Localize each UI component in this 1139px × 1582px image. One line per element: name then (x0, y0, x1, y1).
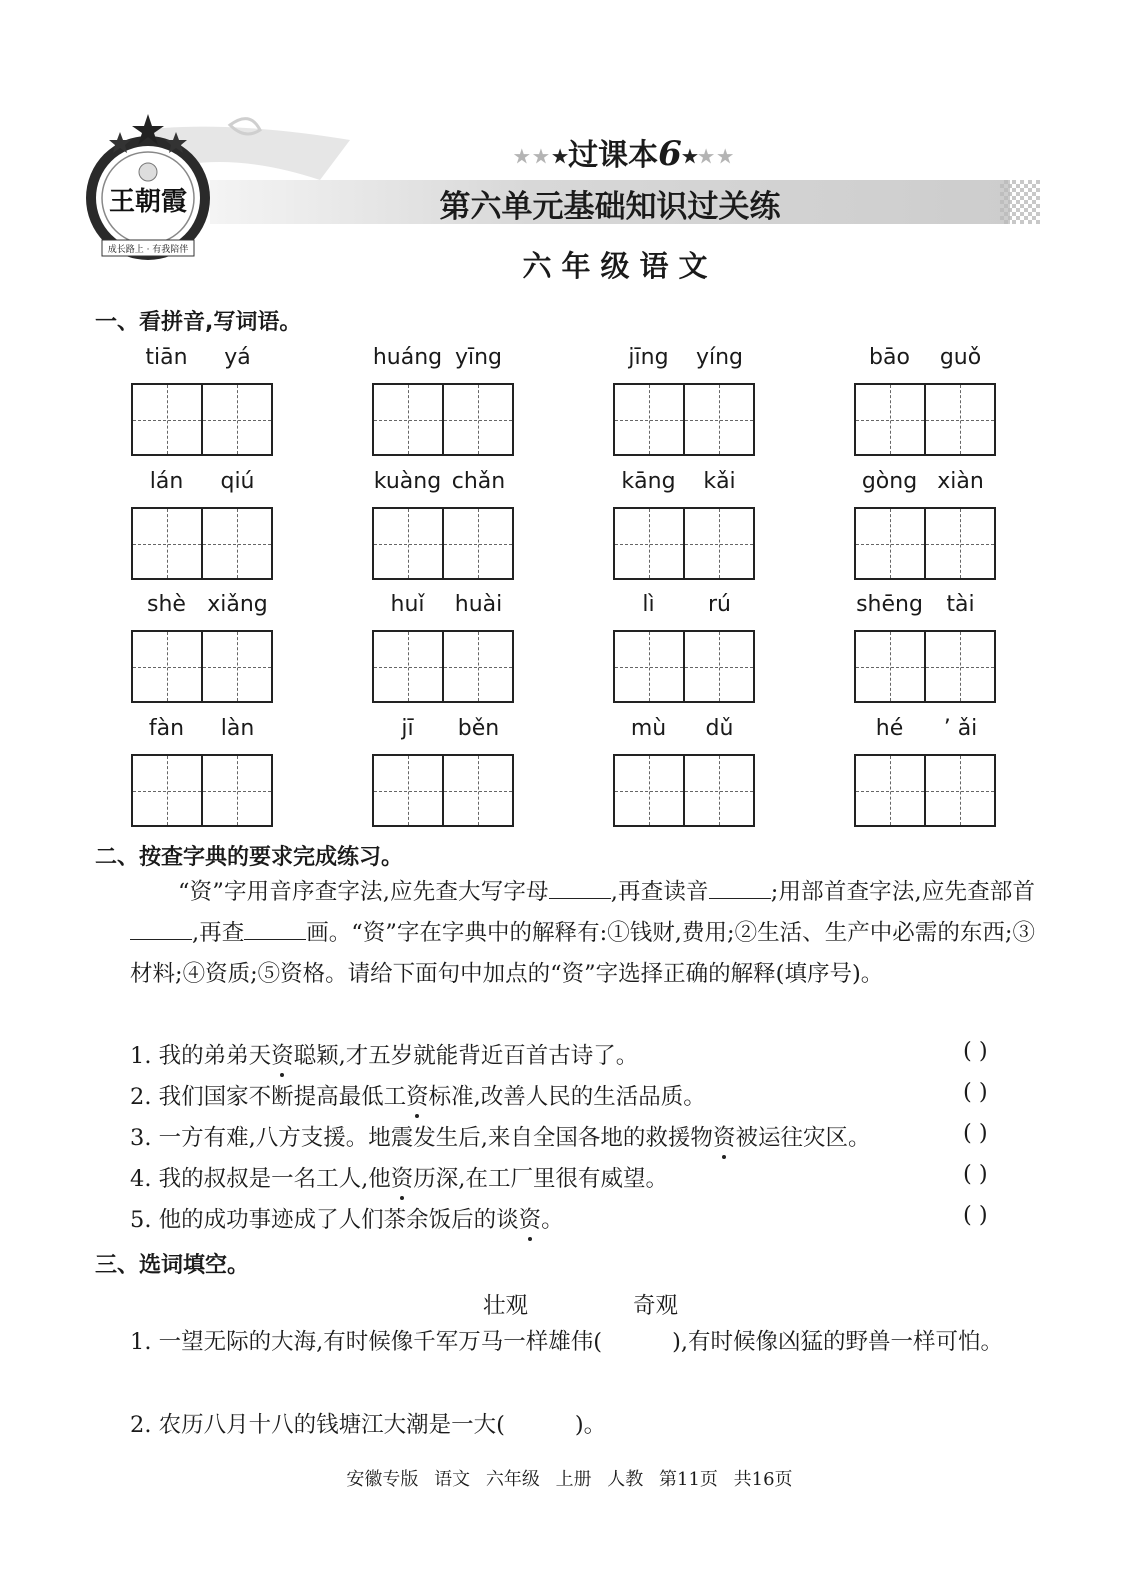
tianzige-grid (131, 630, 273, 703)
question-text (130, 1038, 638, 1070)
pinyin-item (131, 716, 273, 828)
word-option: 壮观 (483, 1293, 529, 1319)
pinyin-item (613, 592, 755, 704)
star-icon: ★★ (513, 146, 553, 168)
section-heading: 二、按查字典的要求完成练习。 (95, 845, 404, 870)
writing-cell[interactable] (683, 756, 753, 825)
series-number: 6 (658, 134, 682, 174)
pinyin-item (372, 345, 514, 457)
question-row (130, 1079, 1035, 1115)
pinyin-syllable: jī (401, 716, 414, 741)
tianzige-grid (131, 383, 273, 456)
answer-blank[interactable] (709, 880, 771, 899)
answer-parentheses[interactable]: ( ) (963, 1038, 988, 1064)
writing-cell[interactable] (615, 385, 683, 454)
pinyin-syllable: lán (149, 469, 184, 494)
unit-title: 第六单元基础知识过关练 (439, 189, 781, 225)
question-prefix: 2. 我们国家不断提高最低工 (130, 1084, 407, 1110)
star-icon: ★★ (697, 146, 737, 168)
writing-cell[interactable] (856, 756, 924, 825)
pinyin-item (613, 469, 755, 581)
writing-cell[interactable] (133, 509, 201, 578)
writing-cell[interactable] (856, 385, 924, 454)
emphasized-character: 资 (713, 1120, 736, 1152)
pinyin-syllable: běn (457, 716, 500, 741)
tianzige-grid (372, 630, 514, 703)
fill-question (130, 1322, 1035, 1363)
series-label (500, 130, 750, 174)
writing-cell[interactable] (374, 632, 442, 701)
writing-cell[interactable] (683, 509, 753, 578)
emphasized-character: 资 (519, 1202, 542, 1234)
pinyin-syllable: shēng (856, 592, 923, 617)
writing-cell[interactable] (924, 632, 994, 701)
tianzige-grid (854, 630, 996, 703)
pinyin-syllable: gòng (861, 469, 918, 494)
svg-text:成长路上 · 有我陪伴: 成长路上 · 有我陪伴 (107, 245, 189, 255)
instruction-text: ,再查 (192, 920, 245, 946)
pinyin-syllable: kuàng (373, 469, 442, 494)
question-text: ),有时候像凶猛的野兽一样可怕。 (672, 1329, 1003, 1355)
pinyin-syllable: fàn (148, 716, 185, 741)
writing-cell[interactable] (924, 509, 994, 578)
question-suffix: 标准,改善人民的生活品质。 (428, 1084, 706, 1110)
pinyin-syllable: shè (147, 592, 186, 617)
writing-cell[interactable] (683, 632, 753, 701)
pinyin-syllable: qiú (220, 469, 255, 494)
writing-cell[interactable] (374, 385, 442, 454)
writing-cell[interactable] (201, 509, 271, 578)
pinyin-syllable: rú (708, 592, 731, 617)
pinyin-syllable: bāo (869, 345, 910, 370)
tianzige-grid (372, 507, 514, 580)
tianzige-grid (854, 383, 996, 456)
writing-cell[interactable] (201, 632, 271, 701)
answer-blank[interactable] (549, 880, 611, 899)
instruction-text: “资”字用音序查字法,应先查大写字母 (178, 879, 549, 905)
tianzige-grid (372, 383, 514, 456)
pinyin-syllable: dǔ (705, 716, 734, 741)
question-suffix: 。 (541, 1207, 564, 1233)
checker-decoration (1000, 180, 1040, 224)
question-text: 1. 一望无际的大海,有时候像千军万马一样雄伟( (130, 1329, 603, 1355)
question-row (130, 1038, 1035, 1074)
svg-text:王朝霞: 王朝霞 (108, 187, 188, 217)
question-suffix: 历深,在工厂里很有威望。 (413, 1166, 668, 1192)
pinyin-syllable: yá (224, 345, 251, 370)
tianzige-grid (854, 507, 996, 580)
writing-cell[interactable] (615, 756, 683, 825)
star-icon: ★ (552, 146, 569, 168)
writing-cell[interactable] (133, 385, 201, 454)
tianzige-grid (372, 754, 514, 827)
writing-cell[interactable] (201, 385, 271, 454)
pinyin-syllable: kāng (621, 469, 676, 494)
writing-cell[interactable] (133, 632, 201, 701)
instruction-text: ;用部首查字法,应先查部首 (770, 879, 1036, 905)
pinyin-syllable: huǐ (390, 592, 425, 617)
star-icon: ★ (681, 146, 698, 168)
question-text (130, 1079, 706, 1111)
pinyin-item (613, 716, 755, 828)
question-prefix: 4. 我的叔叔是一名工人,他 (130, 1166, 391, 1192)
emphasized-character: 资 (391, 1161, 414, 1193)
writing-cell[interactable] (442, 509, 512, 578)
tianzige-grid (613, 754, 755, 827)
pinyin-syllable: hé (875, 716, 904, 741)
pinyin-item (854, 592, 996, 704)
question-suffix: 被运往灾区。 (735, 1125, 871, 1151)
question-text (130, 1161, 668, 1193)
series-text: 过课本 (568, 138, 659, 173)
writing-cell[interactable] (442, 632, 512, 701)
pinyin-item (613, 345, 755, 457)
pinyin-item (372, 469, 514, 581)
pinyin-syllable: tiān (145, 345, 188, 370)
pinyin-syllable: chǎn (451, 469, 506, 494)
answer-parentheses[interactable]: ( ) (963, 1202, 988, 1228)
pinyin-syllable: tài (946, 592, 975, 617)
writing-cell[interactable] (442, 756, 512, 825)
dictionary-instructions (130, 872, 1035, 995)
tianzige-grid (131, 754, 273, 827)
writing-cell[interactable] (856, 509, 924, 578)
question-text (130, 1202, 564, 1234)
pinyin-item (854, 469, 996, 581)
answer-parentheses[interactable]: ( ) (963, 1161, 988, 1187)
question-text: )。 (574, 1412, 607, 1438)
pinyin-syllable: ’ ǎi (943, 716, 978, 741)
writing-cell[interactable] (615, 509, 683, 578)
question-row (130, 1120, 1035, 1156)
subject-title: 六年级语文 (522, 249, 718, 283)
question-text: 2. 农历八月十八的钱塘江大潮是一大( (130, 1412, 505, 1438)
writing-cell[interactable] (374, 509, 442, 578)
pinyin-item (131, 469, 273, 581)
section-heading: 一、看拼音,写词语。 (95, 310, 302, 335)
pinyin-syllable: huáng (372, 345, 443, 370)
pinyin-item (372, 592, 514, 704)
pinyin-item (854, 345, 996, 457)
writing-cell[interactable] (442, 385, 512, 454)
writing-cell[interactable] (133, 756, 201, 825)
question-suffix: 聪颖,才五岁就能背近百首古诗了。 (293, 1043, 639, 1069)
pinyin-item (372, 716, 514, 828)
pinyin-syllable: xiàn (937, 469, 984, 494)
tianzige-grid (613, 630, 755, 703)
pinyin-syllable: yīng (454, 345, 503, 370)
emphasized-character: 资 (271, 1038, 294, 1070)
question-row (130, 1202, 1035, 1238)
pinyin-syllable: lì (642, 592, 655, 617)
question-prefix: 3. 一方有难,八方支援。地震发生后,来自全国各地的救援物 (130, 1125, 713, 1151)
writing-cell[interactable] (924, 385, 994, 454)
emphasized-character: 资 (406, 1079, 429, 1111)
instruction-text: ,再查读音 (610, 879, 709, 905)
tianzige-grid (131, 507, 273, 580)
pinyin-item (131, 592, 273, 704)
question-text (130, 1120, 870, 1152)
pinyin-item (854, 716, 996, 828)
pinyin-syllable: huài (454, 592, 503, 617)
pinyin-syllable: yíng (695, 345, 744, 370)
pinyin-syllable: jīng (628, 345, 669, 370)
question-prefix: 5. 他的成功事迹成了人们茶余饭后的谈 (130, 1207, 519, 1233)
answer-blank[interactable] (130, 921, 192, 940)
writing-cell[interactable] (201, 756, 271, 825)
page-footer: 安徽专版 语文 六年级 上册 人教 第11页 共16页 (346, 1469, 793, 1490)
word-option: 奇观 (633, 1293, 679, 1319)
tianzige-grid (854, 754, 996, 827)
writing-cell[interactable] (615, 632, 683, 701)
pinyin-item (131, 345, 273, 457)
tianzige-grid (613, 383, 755, 456)
pinyin-syllable: xiǎng (207, 592, 268, 617)
pinyin-syllable: kǎi (703, 469, 736, 494)
question-prefix: 1. 我的弟弟天 (130, 1043, 272, 1069)
writing-cell[interactable] (683, 385, 753, 454)
answer-blank[interactable] (244, 921, 306, 940)
section-heading: 三、选词填空。 (95, 1253, 250, 1278)
answer-parentheses[interactable]: ( ) (963, 1079, 988, 1105)
writing-cell[interactable] (856, 632, 924, 701)
pinyin-syllable: guǒ (939, 345, 982, 370)
pinyin-syllable: làn (220, 716, 255, 741)
question-row (130, 1161, 1035, 1197)
fill-question (130, 1405, 1035, 1446)
tianzige-grid (613, 507, 755, 580)
answer-parentheses[interactable]: ( ) (963, 1120, 988, 1146)
pinyin-syllable: mù (630, 716, 667, 741)
writing-cell[interactable] (374, 756, 442, 825)
writing-cell[interactable] (924, 756, 994, 825)
instruction-text: 画。“资”字在字典中的解释有:①钱财,费用;②生活、生产中必需的东西;③材料;④资质;⑤资格。请给下面句中加点的“资”字选择正确的解释(填序号)。 (130, 920, 1036, 987)
